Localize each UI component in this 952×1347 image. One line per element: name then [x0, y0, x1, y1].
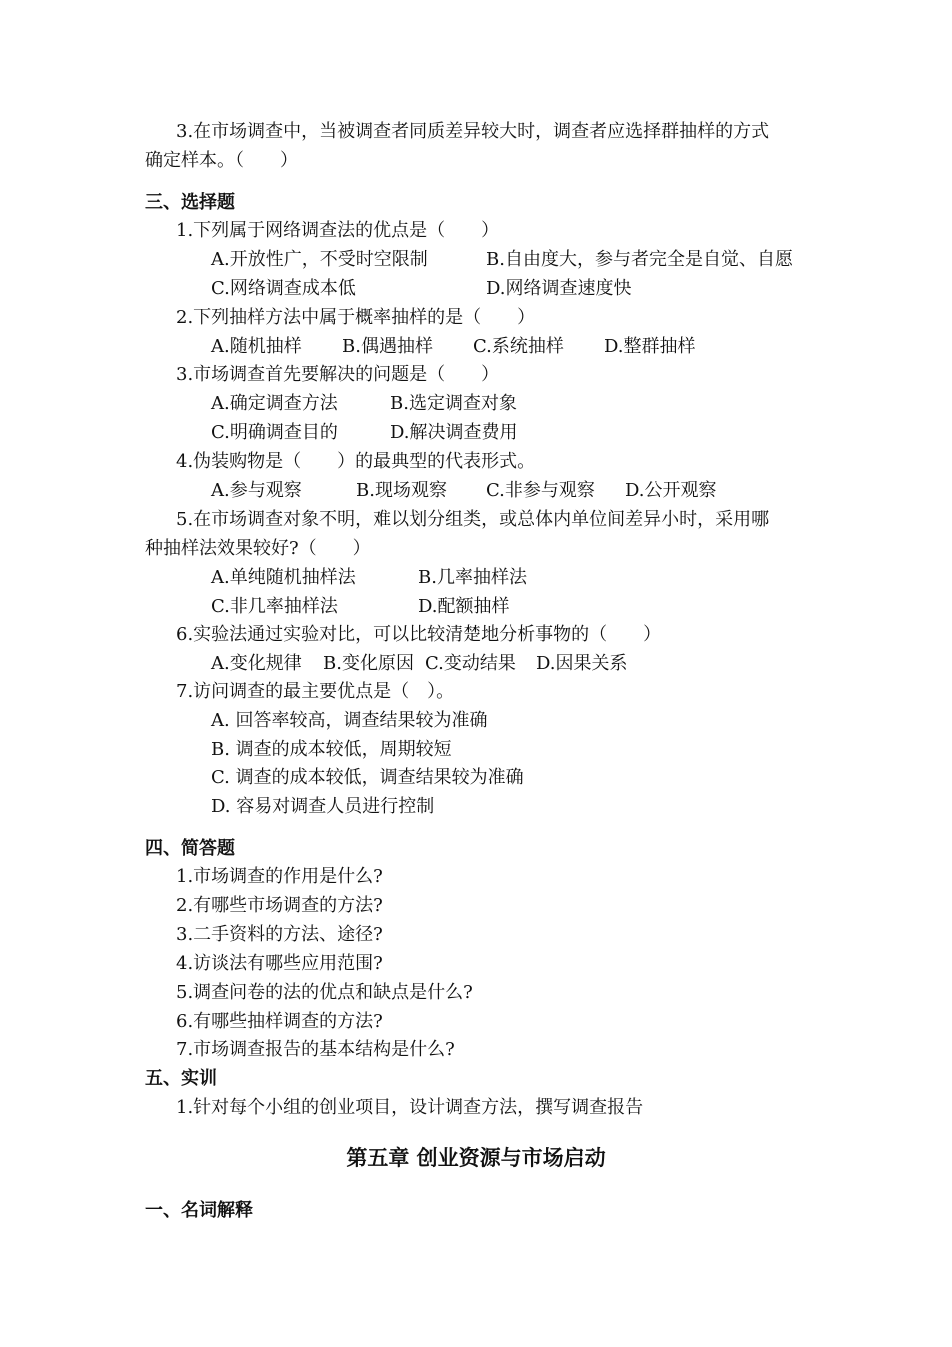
- short-answer-item: 4.访谈法有哪些应用范围?: [176, 953, 383, 974]
- mc-q7-option-c: C. 调查的成本较低，调查结果较为准确: [211, 767, 524, 788]
- practice-item: 1.针对每个小组的创业项目，设计调查方法，撰写调查报告: [176, 1097, 644, 1118]
- mc-q6-option-c: C.变动结果: [425, 653, 516, 674]
- short-answer-item: 1.市场调查的作用是什么?: [176, 866, 383, 887]
- mc-q6-stem: 6.实验法通过实验对比，可以比较清楚地分析事物的（ ）: [176, 624, 662, 645]
- mc-q1-option-b: B.自由度大，参与者完全是自觉、自愿: [486, 249, 793, 270]
- section4-heading: 四、简答题: [145, 838, 235, 859]
- mc-q5-option-a: A.单纯随机抽样法: [211, 567, 356, 588]
- mc-q4-option-b: B.现场观察: [356, 480, 447, 501]
- short-answer-item: 7.市场调查报告的基本结构是什么?: [176, 1039, 455, 1060]
- mc-q6-option-b: B.变化原因: [323, 653, 414, 674]
- chapter5-section1-heading: 一、名词解释: [145, 1200, 253, 1221]
- mc-q7-option-a: A. 回答率较高，调查结果较为准确: [211, 710, 488, 731]
- section3-heading: 三、选择题: [145, 192, 235, 213]
- mc-q2-stem: 2.下列抽样方法中属于概率抽样的是（ ）: [176, 307, 536, 328]
- short-answer-item: 6.有哪些抽样调查的方法?: [176, 1011, 383, 1032]
- section5-heading: 五、实训: [145, 1068, 217, 1089]
- mc-q7-option-b: B. 调查的成本较低，周期较短: [211, 739, 452, 760]
- mc-q2-option-a: A.随机抽样: [211, 336, 302, 357]
- mc-q4-option-d: D.公开观察: [625, 480, 717, 501]
- mc-q6-option-a: A.变化规律: [211, 653, 302, 674]
- short-answer-item: 3.二手资料的方法、途径?: [176, 924, 383, 945]
- mc-q5-option-c: C.非几率抽样法: [211, 596, 338, 617]
- mc-q2-option-d: D.整群抽样: [604, 336, 696, 357]
- mc-q3-option-b: B.选定调查对象: [390, 393, 517, 414]
- mc-q4-option-c: C.非参与观察: [486, 480, 595, 501]
- mc-q1-option-d: D.网络调查速度快: [486, 278, 632, 299]
- mc-q3-option-d: D.解决调查费用: [390, 422, 518, 443]
- short-answer-item: 2.有哪些市场调查的方法?: [176, 895, 383, 916]
- mc-q7-option-d: D. 容易对调查人员进行控制: [211, 796, 435, 817]
- chapter-title: 第五章 创业资源与市场启动: [346, 1146, 606, 1170]
- mc-q1-stem: 1.下列属于网络调查法的优点是（ ）: [176, 220, 500, 241]
- judgement-q3-line2: 确定样本。（ ）: [145, 150, 298, 171]
- mc-q5-option-d: D.配额抽样: [418, 596, 510, 617]
- mc-q6-option-d: D.因果关系: [536, 653, 628, 674]
- mc-q4-stem: 4.伪装购物是（ ）的最典型的代表形式。: [176, 451, 536, 472]
- mc-q3-stem: 3.市场调查首先要解决的问题是（ ）: [176, 364, 500, 385]
- mc-q3-option-c: C.明确调查目的: [211, 422, 338, 443]
- judgement-q3-line1: 3.在市场调查中，当被调查者同质差异较大时，调查者应选择群抽样的方式: [176, 121, 770, 142]
- mc-q1-option-c: C.网络调查成本低: [211, 278, 356, 299]
- mc-q5-option-b: B.几率抽样法: [418, 567, 527, 588]
- mc-q7-stem: 7.访问调查的最主要优点是（ ）。: [176, 681, 455, 702]
- mc-q3-option-a: A.确定调查方法: [211, 393, 338, 414]
- mc-q1-option-a: A.开放性广，不受时空限制: [211, 249, 428, 270]
- mc-q2-option-c: C.系统抽样: [473, 336, 564, 357]
- mc-q5-stem-line1: 5.在市场调查对象不明，难以划分组类，或总体内单位间差异小时，采用哪: [176, 509, 770, 530]
- mc-q4-option-a: A.参与观察: [211, 480, 302, 501]
- mc-q5-stem-line2: 种抽样法效果较好?（ ）: [145, 538, 371, 559]
- short-answer-item: 5.调查问卷的法的优点和缺点是什么?: [176, 982, 473, 1003]
- mc-q2-option-b: B.偶遇抽样: [342, 336, 433, 357]
